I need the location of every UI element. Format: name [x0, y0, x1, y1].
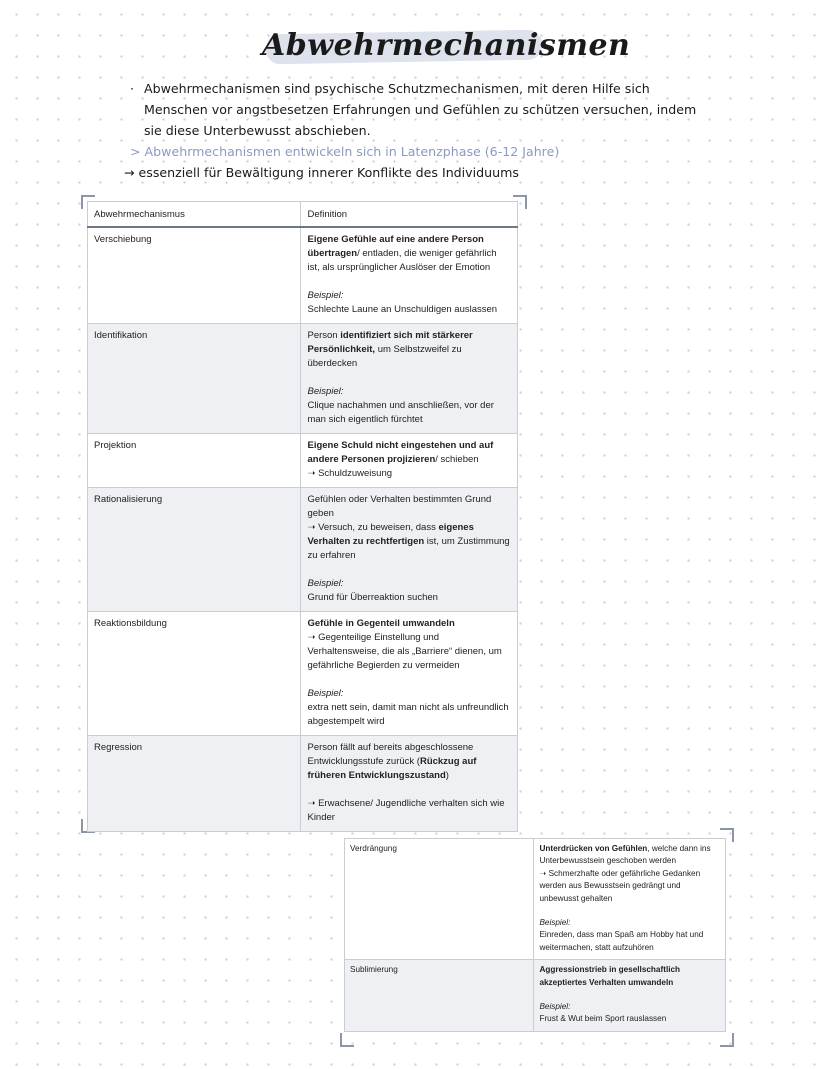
example-text: Einreden, dass man Spaß am Hobby hat und weitermachen, statt aufzuhören — [539, 930, 704, 952]
example-label: Beispiel: — [307, 290, 344, 301]
definition-arrow-note: ➝ Gegenteilige Einstellung und Verhaltensweise, die als „Barriere“ dienen, um gefährliche Begierden zu vermeiden — [307, 632, 502, 671]
mechanism-name: Verdrängung — [345, 839, 534, 960]
definition-segment: ist, um Zustimmung zu erfahren — [307, 536, 510, 561]
intro-conclusion: → essenziell für Bewältigung innerer Konflikte des Individuums — [124, 165, 519, 180]
example-text: Grund für Überreaktion suchen — [307, 592, 438, 603]
definition-segment: Person fällt auf bereits abgeschlossene Entwicklungsstufe zurück ( — [307, 742, 474, 767]
example-label: Beispiel: — [539, 1002, 571, 1012]
mechanism-definition — [301, 324, 518, 434]
definition-emphasis: Aggressionstrieb in gesellschaftlich akzeptiertes Verhalten umwandeln — [539, 965, 681, 987]
mechanism-name: Projektion — [88, 434, 301, 488]
definition-arrow-note: ➝ Erwachsene/ Jugendliche verhalten sich wie Kinder — [307, 798, 505, 823]
definition-text — [307, 521, 511, 563]
definition-segment: um Selbstzweifel zu überdecken — [307, 344, 462, 369]
definition-segment: Person — [307, 330, 341, 341]
mechanism-definition — [301, 736, 518, 832]
definition-text — [539, 964, 720, 989]
definition-emphasis: Unterdrücken von Gefühlen — [539, 844, 648, 853]
intro-text: Abwehrmechanismen sind psychische Schutzmechanismen, mit deren Hilfe sich Menschen vor angstbesetzen Erfahrungen und Gefühlen zu schützen versuchen, indem sie diese Unterbewusst abschieben. — [144, 81, 697, 138]
bullet-icon: · — [130, 81, 135, 96]
example-label: Beispiel: — [307, 386, 344, 397]
example-text: Frust & Wut beim Sport rauslassen — [539, 1014, 667, 1024]
example-text: extra nett sein, damit man nicht als unfreundlich abgestempelt wird — [307, 702, 509, 727]
example-label: Beispiel: — [307, 578, 344, 589]
mechanism-definition — [534, 960, 726, 1032]
intro-note: > Abwehrmechanismen entwickeln sich in Latenzphase (6-12 Jahre) — [130, 144, 560, 159]
table-row — [345, 960, 726, 1032]
mechanism-definition — [534, 839, 726, 960]
definition-emphasis: identifiziert sich mit stärkerer Persönlichkeit, — [307, 330, 473, 355]
definition-text — [307, 741, 511, 783]
definition-emphasis: Gefühle in Gegenteil umwandeln — [307, 618, 455, 629]
page-title: Abwehrmechanismen — [262, 28, 631, 63]
definition-emphasis: Rückzug auf früheren Entwicklungszustand — [307, 756, 477, 781]
intro-paragraph — [130, 78, 710, 141]
definition-arrow-note: ➝ Schmerzhafte oder gefährliche Gedanken werden aus Bewusstsein gedrängt und unbewusst gehalten — [539, 868, 701, 903]
definition-segment: ) — [445, 770, 449, 781]
definition-text — [307, 329, 511, 371]
column-header-definition: Definition — [301, 202, 518, 228]
definition-text — [307, 493, 511, 521]
mechanism-name: Regression — [88, 736, 301, 832]
definition-text — [307, 439, 511, 467]
column-header-mechanism: Abwehrmechanismus — [88, 202, 301, 228]
mechanism-definition — [301, 612, 518, 736]
definition-arrow-note: ➝ Schuldzuweisung — [307, 468, 393, 479]
table-row — [345, 839, 726, 960]
mechanism-name: Reaktionsbildung — [88, 612, 301, 736]
table-row — [88, 434, 518, 488]
mechanism-definition — [301, 227, 518, 324]
table-row — [88, 612, 518, 736]
intro-section — [124, 78, 710, 183]
example-label: Beispiel: — [539, 918, 571, 928]
definition-segment: / schieben — [435, 454, 479, 465]
corner-mark-bottom-left-2 — [340, 1033, 354, 1047]
mechanism-name: Rationalisierung — [88, 488, 301, 612]
defense-mechanisms-table — [87, 201, 518, 832]
corner-mark-bottom-right-2 — [720, 1033, 734, 1047]
table-row — [88, 227, 518, 324]
definition-emphasis: eigenes Verhalten zu rechtfertigen — [307, 522, 474, 547]
definition-text — [307, 233, 511, 275]
definition-emphasis: Eigene Gefühle auf eine andere Person übertragen — [307, 234, 484, 259]
example-text: Clique nachahmen und anschließen, vor der man sich eigentlich fürchtet — [307, 400, 494, 425]
definition-segment: , welche dann ins Unterbewusstsein geschoben werden — [539, 844, 711, 866]
defense-mechanisms-table-continued — [344, 838, 726, 1032]
example-label: Beispiel: — [307, 688, 344, 699]
definition-text — [307, 617, 511, 631]
definition-segment: / entladen, die weniger gefährlich ist, als ursprünglicher Auslöser der Emotion — [307, 248, 497, 273]
mechanism-definition — [301, 488, 518, 612]
table-row — [88, 488, 518, 612]
example-text: Schlechte Laune an Unschuldigen auslassen — [307, 304, 498, 315]
mechanism-name: Verschiebung — [88, 227, 301, 324]
definition-text — [539, 843, 720, 868]
table-row — [88, 324, 518, 434]
table-row — [88, 736, 518, 832]
mechanism-name: Sublimierung — [345, 960, 534, 1032]
table-header-row — [88, 202, 518, 228]
mechanism-definition — [301, 434, 518, 488]
definition-segment: Gefühlen oder Verhalten bestimmten Grund geben — [307, 494, 492, 519]
definition-segment: ➝ Versuch, zu beweisen, dass — [307, 522, 439, 533]
definition-emphasis: Eigene Schuld nicht eingestehen und auf andere Personen projizieren — [307, 440, 494, 465]
mechanism-name: Identifikation — [88, 324, 301, 434]
